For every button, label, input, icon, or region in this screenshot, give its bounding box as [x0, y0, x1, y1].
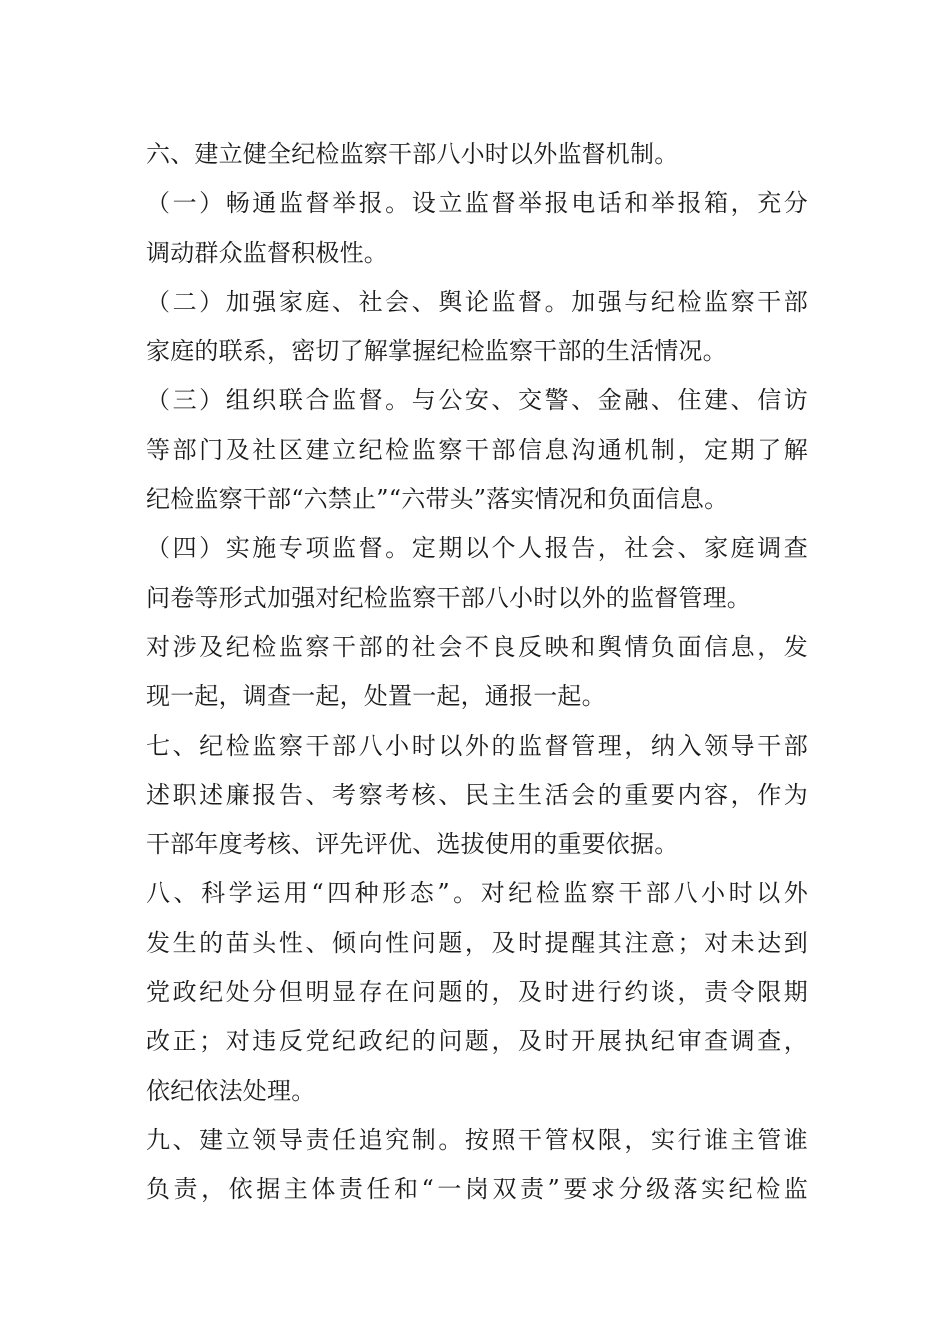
- paragraph-line: 述职述廉报告、考察考核、民主生活会的重要内容，作为: [146, 780, 808, 809]
- paragraph-line: 等部门及社区建立纪检监察干部信息沟通机制，定期了解: [146, 435, 808, 464]
- paragraph-line: （四）实施专项监督。定期以个人报告，社会、家庭调查: [146, 534, 808, 563]
- paragraph-line: 家庭的联系，密切了解掌握纪检监察干部的生活情况。: [146, 337, 727, 366]
- paragraph-line: 问卷等形式加强对纪检监察干部八小时以外的监督管理。: [146, 583, 751, 612]
- paragraph-line: 现一起，调查一起，处置一起，通报一起。: [146, 682, 606, 711]
- paragraph-line: 调动群众监督积极性。: [146, 238, 388, 267]
- paragraph-line: 依纪依法处理。: [146, 1076, 316, 1105]
- section-9-line: 九、建立领导责任追究制。按照干管权限，实行谁主管谁: [146, 1125, 808, 1154]
- document-body: [146, 130, 808, 1215]
- paragraph-line: 纪检监察干部“六禁止”“六带头”落实情况和负面信息。: [146, 485, 729, 514]
- paragraph-line: （一）畅通监督举报。设立监督举报电话和举报箱，充分: [146, 189, 808, 218]
- paragraph-line: 负责，依据主体责任和“一岗双责”要求分级落实纪检监: [146, 1175, 808, 1204]
- paragraph-line: 对涉及纪检监察干部的社会不良反映和舆情负面信息，发: [146, 632, 808, 661]
- section-6-heading: 六、建立健全纪检监察干部八小时以外监督机制。: [146, 140, 679, 168]
- paragraph-line: （三）组织联合监督。与公安、交警、金融、住建、信访: [146, 386, 808, 415]
- paragraph-line: 发生的苗头性、倾向性问题，及时提醒其注意；对未达到: [146, 928, 808, 957]
- paragraph-line: 党政纪处分但明显存在问题的，及时进行约谈，责令限期: [146, 978, 808, 1007]
- paragraph-line: 干部年度考核、评先评优、选拔使用的重要依据。: [146, 830, 679, 859]
- section-8-line: 八、科学运用“四种形态”。对纪检监察干部八小时以外: [146, 879, 808, 908]
- paragraph-line: 改正；对违反党纪政纪的问题，及时开展执纪审查调查，: [146, 1027, 808, 1056]
- section-7-line: 七、纪检监察干部八小时以外的监督管理，纳入领导干部: [146, 731, 808, 760]
- paragraph-line: （二）加强家庭、社会、舆论监督。加强与纪检监察干部: [146, 287, 808, 316]
